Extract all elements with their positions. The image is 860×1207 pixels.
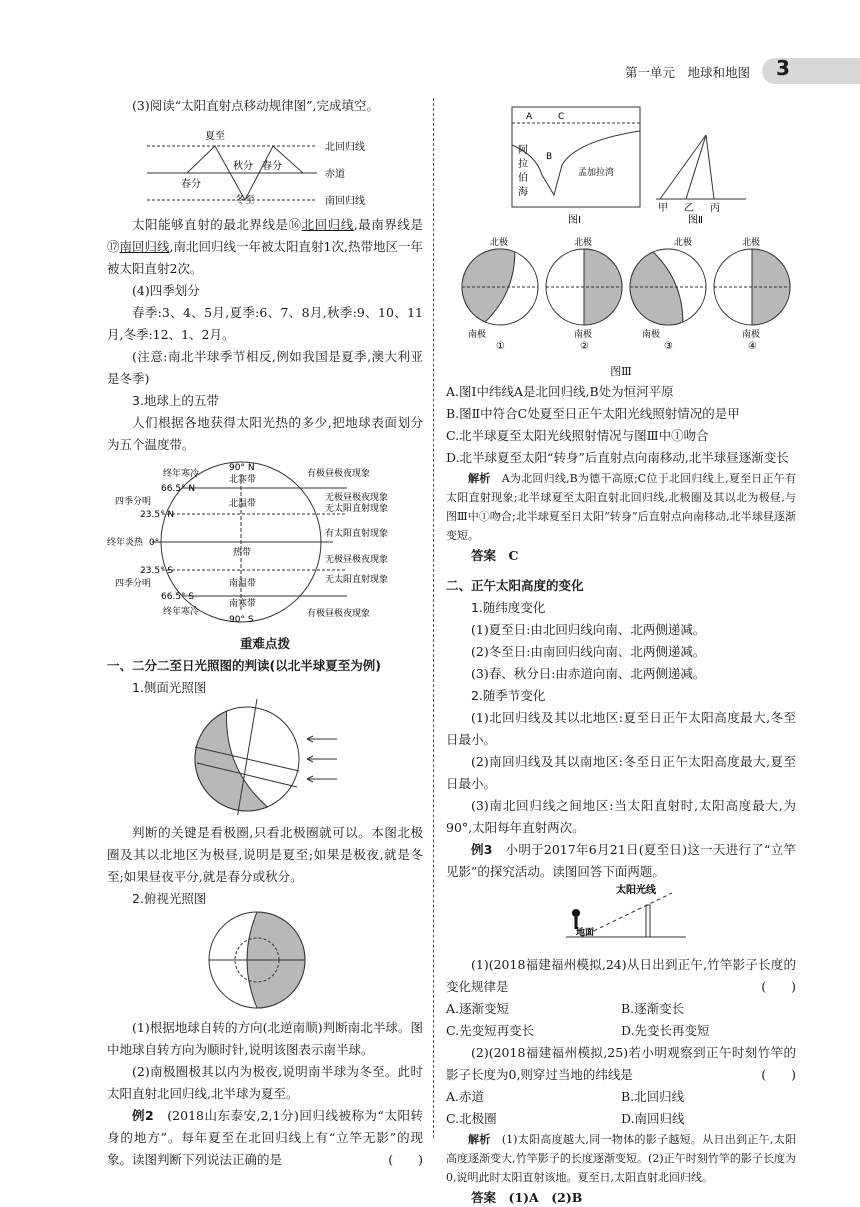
option-c: C.北半球夏至太阳光线照射情况与图Ⅲ中①吻合 xyxy=(446,428,709,443)
latitude-title: 1.随纬度变化 xyxy=(471,600,546,615)
svg-text:B: B xyxy=(546,152,553,162)
label-autumn: 秋分 xyxy=(233,161,253,172)
svg-text:23.5° N: 23.5° N xyxy=(140,510,175,520)
latitude-3: (3)春、秋分日:由赤道向南、北两侧递减。 xyxy=(471,666,706,681)
svg-text:孟加拉湾: 孟加拉湾 xyxy=(578,168,615,178)
svg-text:90° N: 90° N xyxy=(229,463,255,473)
svg-text:66.5° S: 66.5° S xyxy=(161,592,195,602)
svg-text:伯: 伯 xyxy=(518,173,528,184)
svg-text:北温带: 北温带 xyxy=(229,499,257,509)
svg-text:0°: 0° xyxy=(149,538,160,548)
note-text: (注意:南北半球季节相反,例如我国是夏季,澳大利亚是冬季) xyxy=(107,349,423,386)
svg-text:③: ③ xyxy=(664,341,673,352)
analysis-2: 解析 (1)太阳高度越大,同一物体的影子越短。从日出到正午,太阳高度逐渐变大,竹竿影子的长度逐渐变短。(2)正午时刻竹竿的影子长度为0,说明此时太阳直射该地。夏至日,太阳直射北回归线。 xyxy=(446,1133,797,1184)
svg-text:乙: 乙 xyxy=(684,203,694,214)
season-2: (2)南回归线及其以南地区:冬至日正午太阳高度最大,夏至日最小。 xyxy=(446,754,796,791)
label-spring-right: 春分 xyxy=(262,161,282,172)
figure-3 xyxy=(446,237,796,355)
svg-text:终年寒冷: 终年寒冷 xyxy=(163,607,200,617)
seasons-text: 春季:3、4、5月,夏季:6、7、8月,秋季:9、10、11月,冬季:12、1、2月。 xyxy=(107,305,423,342)
page-number: 3 xyxy=(776,56,790,80)
season-3: (3)南北回归线之间地区:当太阳直射时,太阳高度最大,为90°,太阳每年直射两次。 xyxy=(446,798,796,835)
five-zones-diagram xyxy=(107,456,423,626)
label-south-tropic: 南回归线 xyxy=(325,196,365,207)
svg-text:无太阳直射现象: 无太阳直射现象 xyxy=(325,575,389,585)
svg-text:热带: 热带 xyxy=(233,548,252,558)
option-a: A.图Ⅰ中纬线A是北回归线,B处为恒河平原 xyxy=(446,384,674,399)
question-1-options: A.逐渐变短 B.逐渐变长 C.先变短再变长 D.先变长再变短 xyxy=(446,1001,710,1038)
svg-text:四季分明: 四季分明 xyxy=(115,497,152,507)
column-divider xyxy=(433,98,434,1138)
svg-text:有极昼极夜现象: 有极昼极夜现象 xyxy=(307,609,371,619)
svg-text:甲: 甲 xyxy=(658,203,668,214)
q4-title: (4)四季划分 xyxy=(132,283,200,298)
analysis-1: 解析 A为北回归线,B为德干高原;C位于北回归线上,夏至日正午有太阳直射现象;北半球夏至太阳直射北回归线,北极圈及其以北为极昼,与图Ⅲ中①吻合;北半球夏至日太阳“转身”后直射点向南移动,北半球昼逐渐变短。 xyxy=(446,472,797,542)
svg-text:阿: 阿 xyxy=(518,145,528,156)
svg-text:南极: 南极 xyxy=(742,330,761,340)
latitude-1: (1)夏至日:由北回归线向南、北两侧递减。 xyxy=(471,622,706,637)
globe-2 xyxy=(546,237,622,352)
svg-text:66.5° N: 66.5° N xyxy=(161,484,196,494)
top-view-title: 2.俯视光照图 xyxy=(132,891,207,906)
top-view-text-2: (2)南极圈极其以内为极夜,说明南半球为冬至。此时太阳直射北回归线,北半球为夏至。 xyxy=(107,1064,423,1101)
svg-text:终年寒冷: 终年寒冷 xyxy=(163,469,200,479)
svg-text:图Ⅰ: 图Ⅰ xyxy=(568,215,581,226)
svg-text:②: ② xyxy=(580,341,589,352)
svg-text:北极: 北极 xyxy=(490,238,509,248)
svg-text:南极: 南极 xyxy=(468,330,487,340)
example2: 例2 (2018山东泰安,2,1分)回归线被称为“太阳转身的地方”。每年夏至在北回归线上有“立竿无影”的现象。读图判断下列说法正确的是 ( ) xyxy=(107,1108,424,1167)
example3: 例3 小明于2017年6月21日(夏至日)这一天进行了“立竿见影”的探究活动。读图回答下面两题。 xyxy=(446,842,796,879)
svg-text:太阳光线: 太阳光线 xyxy=(616,885,656,896)
svg-text:南极: 南极 xyxy=(642,330,661,340)
five-zones-text: 人们根据各地获得太阳光热的多少,把地球表面划分为五个温度带。 xyxy=(107,415,423,452)
solar-movement-diagram xyxy=(107,117,423,207)
figure-3-caption: 图Ⅲ xyxy=(610,365,632,378)
question-2-options: A.赤道 B.北回归线 C.北极圈 D.南回归线 xyxy=(446,1089,685,1126)
side-view-title: 1.侧面光照图 xyxy=(132,680,207,695)
season-1: (1)北回归线及其以北地区:夏至日正午太阳高度最大,冬至日最小。 xyxy=(446,710,796,747)
svg-text:北寒带: 北寒带 xyxy=(229,475,257,485)
svg-text:南寒带: 南寒带 xyxy=(229,599,257,609)
svg-text:A: A xyxy=(526,112,533,122)
left-column xyxy=(107,95,423,1171)
svg-text:无极昼极夜现象: 无极昼极夜现象 xyxy=(325,555,389,565)
svg-text:有太阳直射现象: 有太阳直射现象 xyxy=(325,529,389,539)
side-view-text: 判断的关键是看极圈,只看北极圈就可以。本图北极圈及其以北地区为极昼,说明是夏至;如果是极夜,就是冬至;如果昼夜平分,就是春分或秋分。 xyxy=(107,825,423,884)
question-1: (1)(2018福建福州模拟,24)从日出到正午,竹竿影子长度的变化规律是 ( ) xyxy=(446,957,796,994)
side-view-illumination-diagram xyxy=(107,699,423,815)
answer-2: 答案 (1)A (2)B xyxy=(471,1190,583,1205)
latitude-2: (2)冬至日:由南回归线向南、北两侧递减。 xyxy=(471,644,706,659)
svg-text:90° S: 90° S xyxy=(229,615,254,625)
extreme-lines-text: 太阳能够直射的最北界线是⑯北回归线,最南界线是⑰南回归线,南北回归线一年被太阳直射1次,热带地区一年被太阳直射2次。 xyxy=(107,217,423,276)
label-winter: 冬至 xyxy=(235,195,255,206)
section1-title: 一、二分二至日光照图的判读(以北半球夏至为例) xyxy=(107,658,381,673)
svg-text:南极: 南极 xyxy=(574,330,593,340)
option-d: D.北半球夏至太阳“转身”后直射点向南移动,北半球昼逐渐变长 xyxy=(446,450,789,465)
label-summer: 夏至 xyxy=(205,131,225,142)
right-column xyxy=(446,95,796,1207)
q3-title: (3)阅读“太阳直射点移动规律图”,完成填空。 xyxy=(132,98,379,113)
globe-1 xyxy=(450,237,538,352)
label-equator: 赤道 xyxy=(325,169,345,180)
top-view-text-1: (1)根据地球自转的方向(北逆南顺)判断南北半球。图中地球自转方向为顺时针,说明该图表示南半球。 xyxy=(107,1020,423,1057)
svg-text:地面: 地面 xyxy=(576,928,595,938)
svg-text:无太阳直射现象: 无太阳直射现象 xyxy=(325,504,389,514)
svg-text:终年炎热: 终年炎热 xyxy=(107,538,144,548)
svg-text:图Ⅱ: 图Ⅱ xyxy=(688,215,703,226)
label-spring-left: 春分 xyxy=(181,179,201,190)
svg-text:北极: 北极 xyxy=(742,238,761,248)
question-2: (2)(2018福建福州模拟,25)若小明观察到正午时刻竹竿的影子长度为0,则穿过当地的纬线是 ( ) xyxy=(446,1045,796,1082)
svg-text:北极: 北极 xyxy=(674,238,693,248)
globe-3 xyxy=(618,237,706,352)
key-points-title: 重难点拨 xyxy=(239,636,290,651)
svg-text:南温带: 南温带 xyxy=(229,579,257,589)
svg-text:有极昼极夜现象: 有极昼极夜现象 xyxy=(307,469,371,479)
section2-title: 二、正午太阳高度的变化 xyxy=(446,578,584,593)
svg-text:①: ① xyxy=(496,341,505,352)
svg-text:23.5° S: 23.5° S xyxy=(140,566,174,576)
option-b: B.图Ⅱ中符合C处夏至日正午太阳光线照射情况的是甲 xyxy=(446,406,740,421)
svg-text:拉: 拉 xyxy=(518,159,528,170)
answer-1: 答案 C xyxy=(471,548,519,563)
globe-4 xyxy=(714,237,790,352)
unit-title: 第一单元 地球和地图 xyxy=(625,65,751,80)
svg-text:海: 海 xyxy=(518,187,528,198)
svg-text:四季分明: 四季分明 xyxy=(115,579,152,589)
season-title: 2.随季节变化 xyxy=(471,688,546,703)
five-zones-title: 3.地球上的五带 xyxy=(132,393,219,408)
top-view-illumination-diagram xyxy=(107,910,423,1010)
figures-1-2 xyxy=(446,95,796,230)
label-north-tropic: 北回归线 xyxy=(325,142,365,153)
svg-text:北极: 北极 xyxy=(574,238,593,248)
svg-text:无极昼极夜现象: 无极昼极夜现象 xyxy=(325,493,389,503)
svg-text:C: C xyxy=(558,112,565,122)
pole-shadow-diagram xyxy=(446,883,796,947)
svg-text:④: ④ xyxy=(748,341,757,352)
svg-text:丙: 丙 xyxy=(710,203,720,214)
